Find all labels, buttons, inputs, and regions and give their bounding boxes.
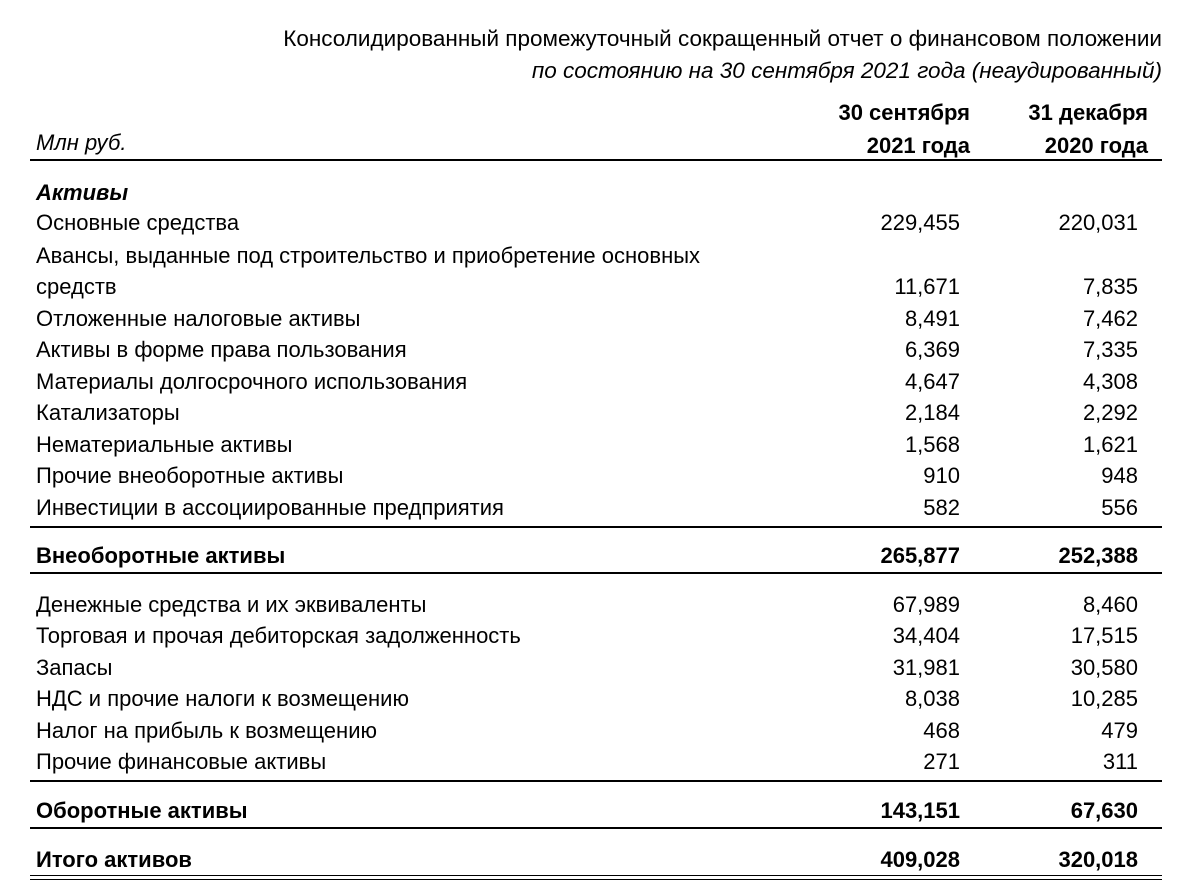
table-row — [30, 653, 1162, 684]
row-label: Налог на прибыль к возмещению — [36, 718, 377, 743]
units-label: Млн руб. — [36, 130, 127, 155]
grand-total-double-underline — [30, 875, 1162, 880]
row-value-2021: 229,455 — [880, 210, 960, 235]
table-row — [30, 367, 1162, 398]
row-value-2021: 11,671 — [894, 274, 960, 299]
subtotal-divider — [30, 780, 1162, 782]
table-row — [30, 208, 1162, 239]
row-value-2020: 67,630 — [1070, 798, 1138, 823]
table-row — [30, 747, 1162, 778]
row-label: Прочие внеоборотные активы — [36, 463, 344, 488]
row-value-2020: 10,285 — [1070, 686, 1138, 711]
row-value-2021: 8,491 — [904, 306, 960, 331]
row-value-2020: 479 — [1101, 718, 1138, 743]
subtotal-row-noncurrent — [30, 541, 1162, 572]
row-value-2021: 2,184 — [904, 400, 960, 425]
table-row — [30, 304, 1162, 335]
row-value-2020: 311 — [1102, 749, 1138, 774]
table-row — [30, 272, 1162, 303]
row-label: Прочие финансовые активы — [36, 749, 327, 774]
row-value-2020: 7,835 — [1082, 274, 1138, 299]
row-label: Внеоборотные активы — [36, 543, 286, 568]
subtotal-divider — [30, 827, 1162, 829]
row-value-2020: 7,462 — [1082, 306, 1138, 331]
row-value-2020: 4,308 — [1082, 369, 1138, 394]
row-value-2020: 1,621 — [1082, 432, 1138, 457]
row-value-2020: 17,515 — [1070, 623, 1138, 648]
row-label: Оборотные активы — [36, 798, 248, 823]
row-value-2021: 31,981 — [892, 655, 960, 680]
table-row — [30, 716, 1162, 747]
table-row — [30, 398, 1162, 429]
row-label: Денежные средства и их эквиваленты — [36, 592, 427, 617]
column-header-2021-line1: 30 сентября — [838, 100, 970, 125]
row-label: Активы в форме права пользования — [36, 337, 407, 362]
row-label: Отложенные налоговые активы — [36, 306, 361, 331]
row-value-2020: 948 — [1101, 463, 1138, 488]
row-value-2021: 468 — [923, 718, 960, 743]
row-value-2020: 220,031 — [1058, 210, 1138, 235]
table-row — [30, 590, 1162, 621]
row-value-2021: 34,404 — [892, 623, 960, 648]
row-label: Основные средства — [36, 210, 240, 235]
table-row — [30, 335, 1162, 366]
row-value-2020: 2,292 — [1082, 400, 1138, 425]
row-value-2020: 556 — [1101, 495, 1138, 520]
row-value-2021: 6,369 — [904, 337, 960, 362]
row-label: Катализаторы — [36, 400, 180, 425]
header-divider — [30, 159, 1162, 161]
table-row — [30, 621, 1162, 652]
subtotal-row-current — [30, 796, 1162, 827]
row-value-2021: 265,877 — [880, 543, 960, 568]
section-title-assets: Активы — [36, 180, 129, 205]
grand-total-row — [30, 845, 1162, 876]
table-row — [30, 430, 1162, 461]
report-subtitle: по состоянию на 30 сентября 2021 года (неаудированный) — [531, 58, 1162, 83]
row-value-2020: 30,580 — [1070, 655, 1138, 680]
column-header-2020-line2: 2020 года — [1044, 133, 1148, 158]
row-value-2021: 910 — [923, 463, 960, 488]
row-label: Материалы долгосрочного использования — [36, 369, 468, 394]
row-label: Нематериальные активы — [36, 432, 293, 457]
row-value-2021: 582 — [923, 495, 960, 520]
subtotal-divider — [30, 526, 1162, 528]
row-value-2021: 271 — [923, 749, 960, 774]
row-value-2020: 8,460 — [1082, 592, 1138, 617]
row-value-2021: 67,989 — [892, 592, 960, 617]
row-value-2020: 252,388 — [1058, 543, 1138, 568]
table-row — [30, 684, 1162, 715]
table-row — [30, 493, 1162, 524]
row-value-2020: 7,335 — [1082, 337, 1138, 362]
row-label: Торговая и прочая дебиторская задолженность — [36, 623, 521, 648]
column-header-2021-line2: 2021 года — [866, 133, 970, 158]
subtotal-divider — [30, 572, 1162, 574]
row-label: средств — [36, 274, 117, 299]
row-value-2021: 143,151 — [880, 798, 960, 823]
row-label: НДС и прочие налоги к возмещению — [36, 686, 409, 711]
row-label: Запасы — [36, 655, 113, 680]
report-title: Консолидированный промежуточный сокращенный отчет о финансовом положении — [283, 26, 1162, 51]
column-header-2021 — [838, 96, 970, 162]
column-header-2020 — [1028, 96, 1148, 162]
row-label: Инвестиции в ассоциированные предприятия — [36, 495, 504, 520]
row-value-2021: 4,647 — [904, 369, 960, 394]
row-label-line1: Авансы, выданные под строительство и приобретение основных — [36, 243, 701, 268]
row-value-2020: 320,018 — [1058, 847, 1138, 872]
row-value-2021: 1,568 — [904, 432, 960, 457]
row-value-2021: 409,028 — [880, 847, 960, 872]
table-row — [30, 461, 1162, 492]
row-label: Итого активов — [36, 847, 192, 872]
row-value-2021: 8,038 — [904, 686, 960, 711]
column-header-2020-line1: 31 декабря — [1028, 100, 1148, 125]
